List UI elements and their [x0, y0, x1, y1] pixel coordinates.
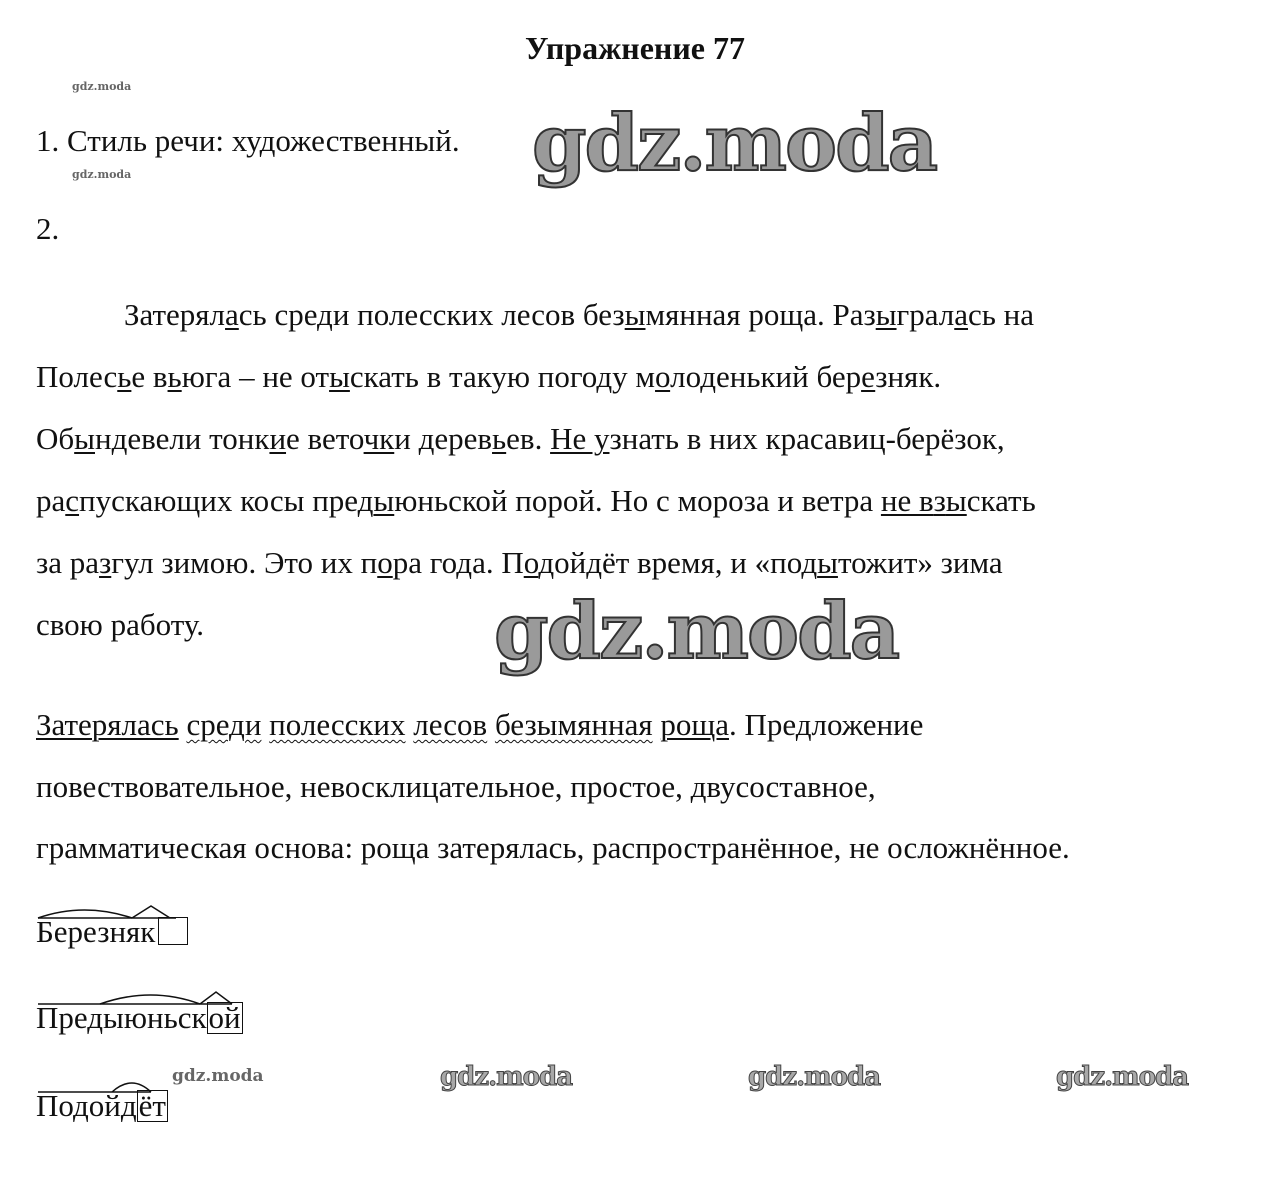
watermark-logo: gdz.moda	[532, 98, 937, 189]
text-line-2: Полесье вьюга – не отыскать в такую погоду молоденький березняк.	[36, 359, 942, 394]
subject-word: роща	[660, 707, 729, 742]
suffix-mark	[200, 992, 232, 1004]
circumstance-word: лесов	[413, 707, 488, 742]
text-line-1: Затерялась среди полесских лесов безымянная роща. Разыгралась на	[124, 297, 1035, 332]
morpheme-marks	[36, 986, 276, 1010]
root-arc	[100, 995, 200, 1004]
watermark-logo: gdz.moda	[748, 1062, 881, 1092]
text-line-3: Обындевели тонкие веточки деревьев. Не узнать в них красавиц-берёзок,	[36, 421, 1005, 456]
watermark-logo: gdz.moda	[440, 1062, 573, 1092]
item-2-number: 2.	[36, 211, 60, 246]
watermark-small: gdz.moda	[172, 1066, 264, 1086]
watermark-logo: gdz.moda	[494, 586, 899, 677]
style-answer: 1. Стиль речи: художественный.	[36, 123, 460, 158]
circumstance-word: среди	[186, 707, 262, 742]
morpheme-word-2: Предыюньской	[36, 998, 243, 1038]
attribute-word: безымянная	[494, 707, 653, 742]
analysis-line-2: повествовательное, невосклицательное, простое, двусоставное,	[36, 769, 876, 804]
predicate-word: Затерялась	[36, 707, 179, 742]
watermark-small: gdz.moda	[72, 168, 132, 181]
page-title: Упражнение 77	[524, 30, 745, 66]
text-line-6: свою работу.	[36, 607, 205, 642]
watermark-logo: gdz.moda	[1056, 1062, 1189, 1092]
root-arc	[38, 910, 132, 918]
watermark-small: gdz.moda	[72, 80, 132, 93]
ending-box: ой	[208, 1000, 241, 1035]
suffix-mark	[132, 906, 170, 918]
morpheme-marks	[36, 902, 211, 924]
analysis-line-1: Затерялась среди полесских лесов безымянная роща. Предложение	[36, 707, 924, 742]
ending-box: ёт	[138, 1088, 166, 1123]
morpheme-word-3: Подойдёт	[36, 1086, 168, 1126]
morpheme-word-1: Березняк	[36, 912, 188, 952]
root-arc	[112, 1083, 151, 1092]
attribute-word: полесских	[269, 707, 406, 742]
text-line-5: за разгул зимою. Это их пора года. Подойдёт время, и «подытожит» зима	[36, 545, 1003, 580]
text-line-4: распускающих косы предыюньской порой. Но с мороза и ветра не взыскать	[36, 483, 1036, 518]
analysis-line-3: грамматическая основа: роща затерялась, распространённое, не осложнённое.	[36, 830, 1070, 865]
